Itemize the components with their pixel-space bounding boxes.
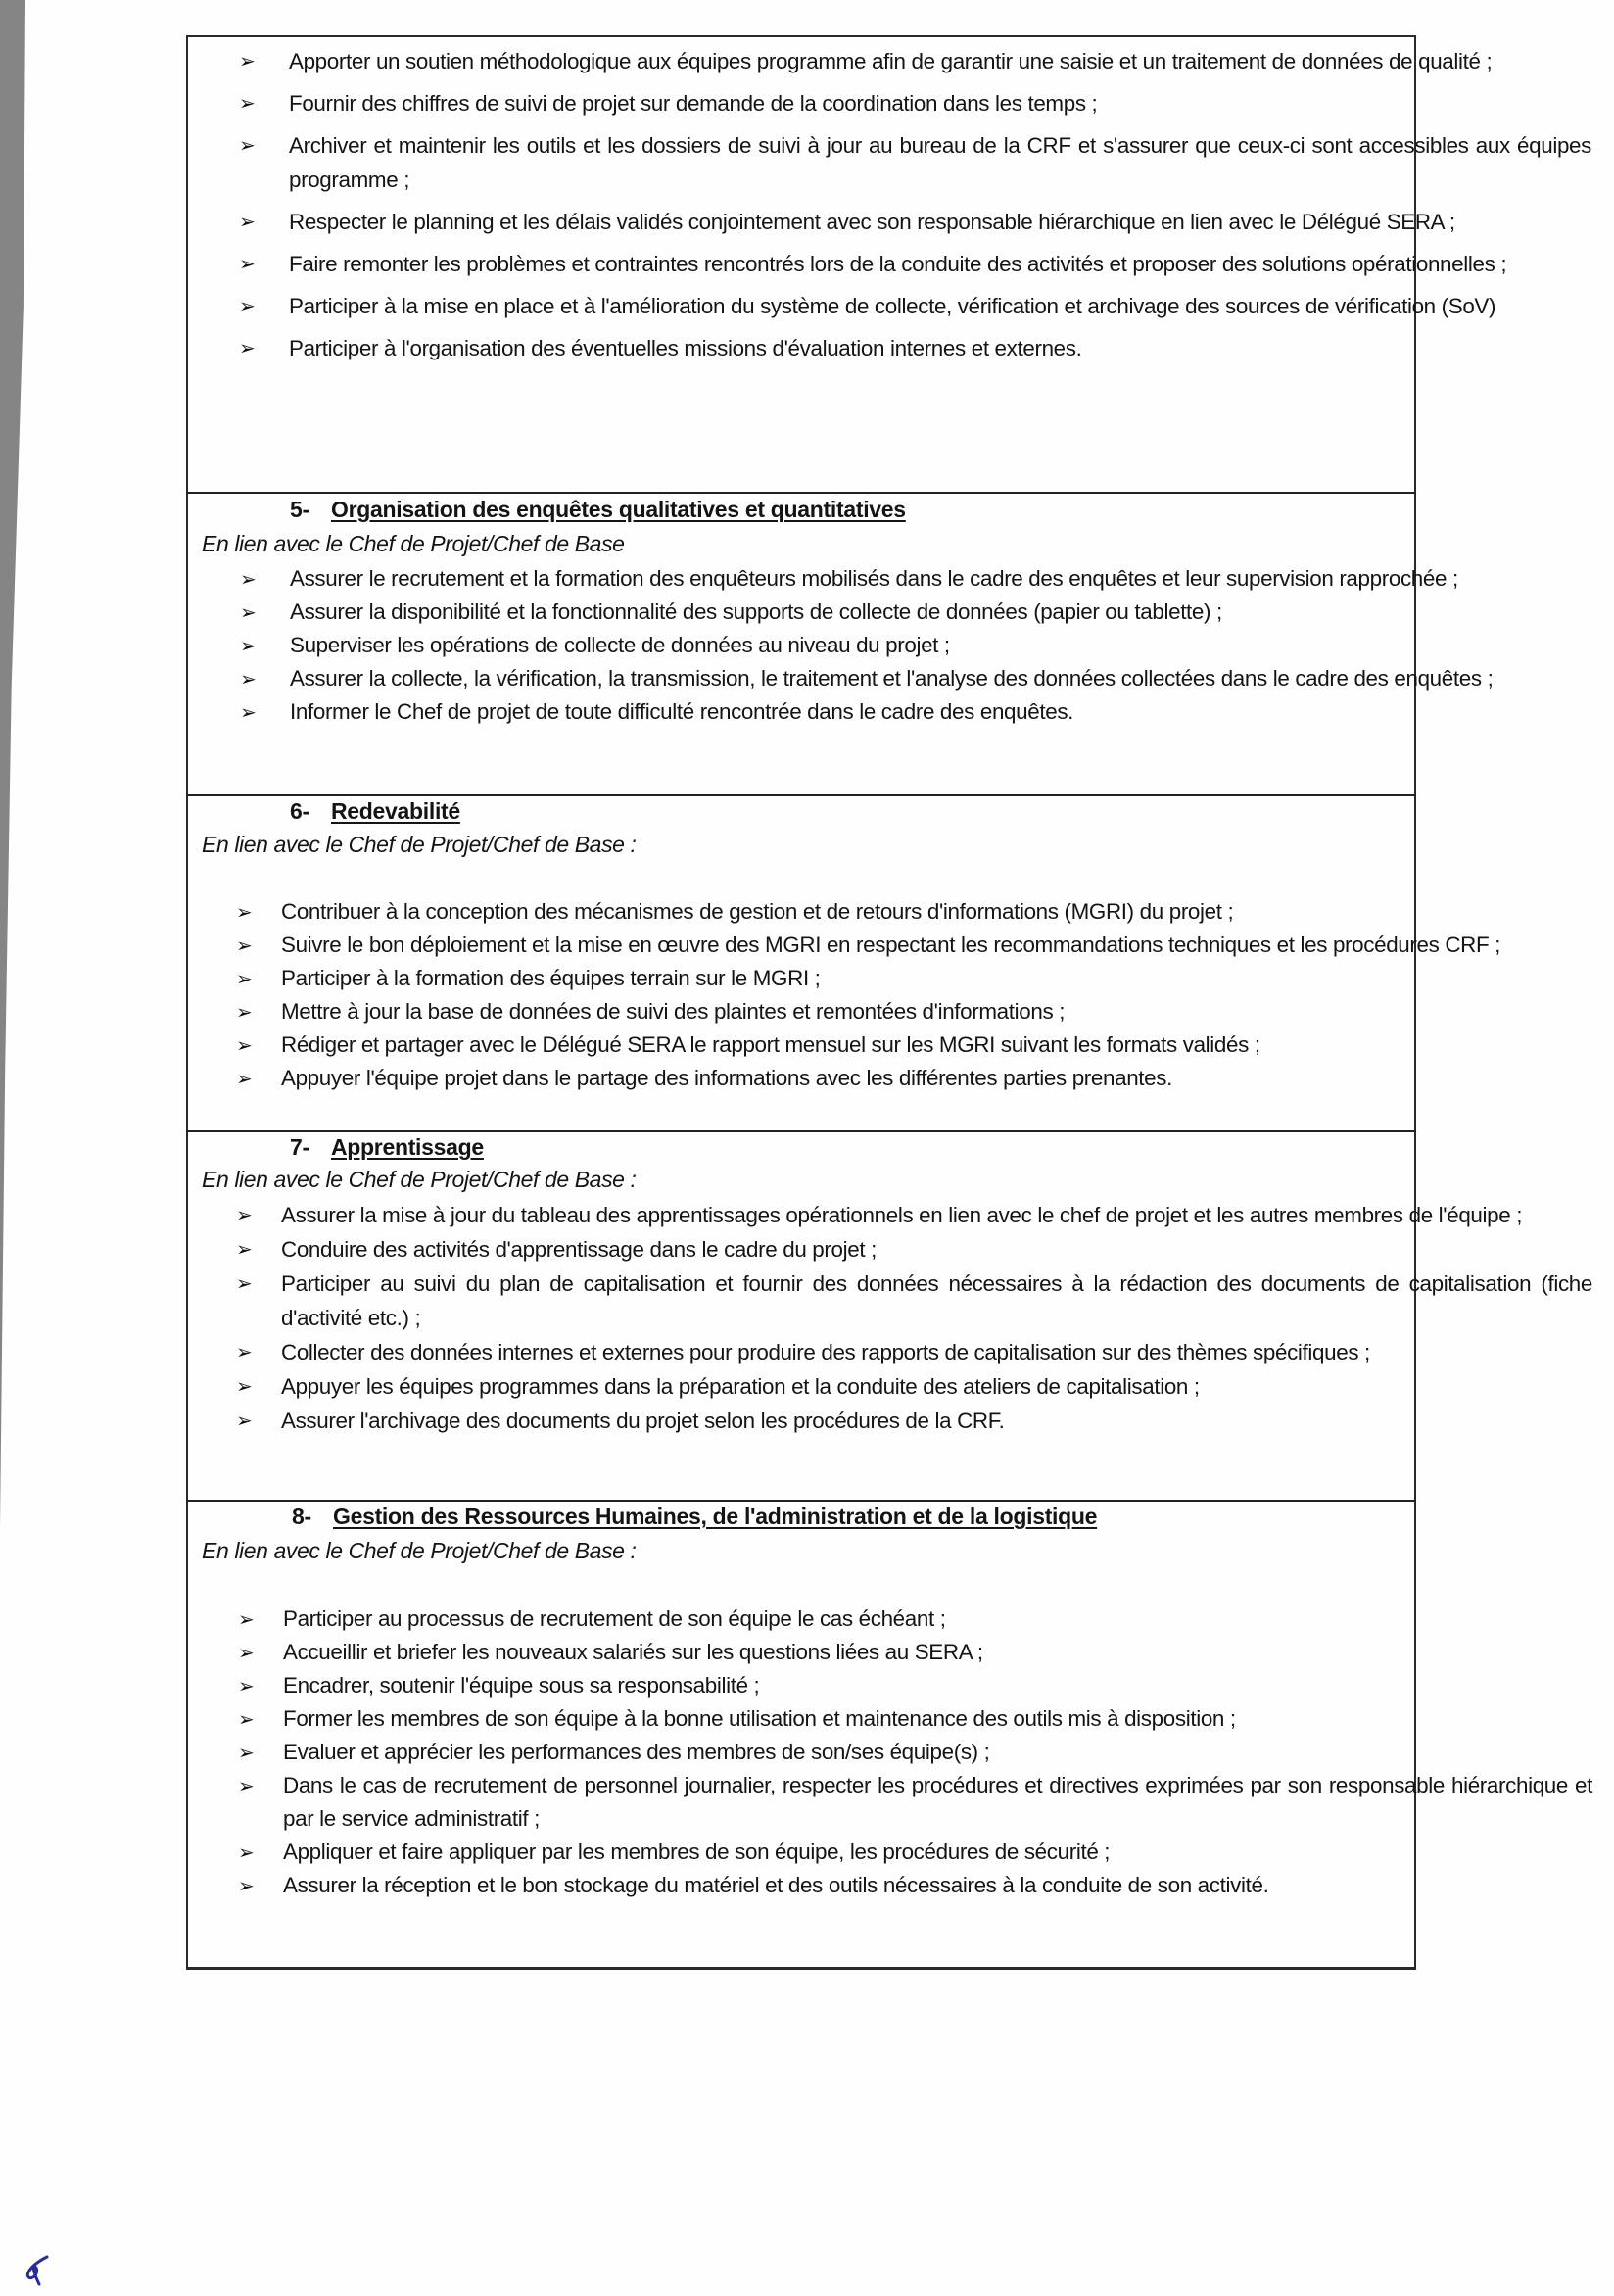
handwritten-initial-signature [18,2251,57,2290]
list-item [236,1232,1592,1267]
list-item-text: Conduire des activités d'apprentissage dans le cadre du projet ; [281,1237,877,1262]
list-item-text: Apporter un soutien méthodologique aux équipes programme afin de garantir une saisie et un traitement de données de qualité ; [289,49,1493,73]
section-7 [188,1131,1592,1500]
list-item-text: Faire remonter les problèmes et contraintes rencontrés lors de la conduite des activités et proposer des solutions opérationnelles ; [289,252,1507,276]
list-item [239,128,1591,197]
list-item [236,1404,1592,1438]
section-heading [290,497,906,523]
arrow-bullet-icon: ➢ [240,702,257,724]
list-item [236,1267,1592,1335]
list-item-text: Collecter des données internes et externes pour produire des rapports de capitalisation sur des thèmes spécifiques ; [281,1340,1370,1364]
list-item-text: Assurer la réception et le bon stockage du matériel et des outils nécessaires à la conduite de son activité. [283,1873,1269,1897]
section-number: 8- [292,1504,311,1529]
arrow-bullet-icon: ➢ [239,51,256,72]
list-item [236,929,1592,962]
bullet-list [238,1602,1592,1902]
arrow-bullet-icon: ➢ [238,1643,255,1664]
arrow-bullet-icon: ➢ [239,254,256,275]
list-item-text: Participer à l'organisation des éventuelles missions d'évaluation internes et externes. [289,336,1082,360]
section-heading [290,798,460,825]
list-item [238,1736,1592,1769]
list-item-text: Assurer la mise à jour du tableau des apprentissages opérationnels en lien avec le chef de projet et les autres membres de l'équipe ; [281,1203,1523,1227]
arrow-bullet-icon: ➢ [236,935,253,957]
arrow-bullet-icon: ➢ [236,902,253,924]
list-item [238,1602,1592,1636]
list-item-text: Participer à la formation des équipes terrain sur le MGRI ; [281,966,821,990]
list-item-text: Rédiger et partager avec le Délégué SERA le rapport mensuel sur les MGRI suivant les formats validés ; [281,1032,1260,1057]
section-8 [188,1501,1592,1969]
arrow-bullet-icon: ➢ [240,636,257,657]
arrow-bullet-icon: ➢ [236,1239,253,1261]
section-intro: En lien avec le Chef de Projet/Chef de Base : [202,832,637,857]
arrow-bullet-icon: ➢ [238,1876,255,1897]
list-item [240,562,1592,596]
list-item [238,1836,1592,1869]
bullet-list [239,44,1591,373]
section-6 [188,795,1501,1130]
list-item-text: Participer au processus de recrutement de son équipe le cas échéant ; [283,1606,946,1631]
list-item-text: Respecter le planning et les délais validés conjointement avec son responsable hiérarchique en lien avec le Délégué SERA ; [289,210,1455,234]
list-item [236,1198,1592,1232]
list-item-text: Appliquer et faire appliquer par les membres de son équipe, les procédures de sécurité ; [283,1840,1111,1864]
bullet-list [240,562,1592,729]
section-intro: En lien avec le Chef de Projet/Chef de Base : [202,1167,637,1192]
list-item [239,44,1591,78]
arrow-bullet-icon: ➢ [239,135,256,157]
list-item-text: Dans le cas de recrutement de personnel journalier, respecter les procédures et directives exprimées par son responsable hiérarchique et par le service administratif ; [283,1773,1592,1831]
list-item-text: Suivre le bon déploiement et la mise en œuvre des MGRI en respectant les recommandations techniques et les procédures CRF ; [281,933,1501,957]
section-title: Gestion des Ressources Humaines, de l'administration et de la logistique [333,1504,1098,1529]
section-title: Redevabilité [331,798,460,824]
list-item [240,596,1592,629]
arrow-bullet-icon: ➢ [239,212,256,233]
list-item-text: Encadrer, soutenir l'équipe sous sa responsabilité ; [283,1673,760,1698]
list-item-text: Fournir des chiffres de suivi de projet sur demande de la coordination dans les temps ; [289,91,1098,116]
arrow-bullet-icon: ➢ [236,1411,253,1432]
list-item-text: Assurer l'archivage des documents du projet selon les procédures de la CRF. [281,1409,1005,1433]
list-item [238,1636,1592,1669]
list-item-text: Participer au suivi du plan de capitalisation et fournir des données nécessaires à la rédaction des documents de capitalisation (fiche d'activité etc.) ; [281,1271,1592,1330]
section-number: 6- [290,798,309,824]
arrow-bullet-icon: ➢ [239,93,256,115]
section-continued [188,35,1591,492]
section-number: 7- [290,1134,309,1160]
list-item [240,695,1592,729]
section-title: Organisation des enquêtes qualitatives et quantitatives [331,497,906,522]
section-heading [292,1504,1097,1530]
list-item-text: Accueillir et briefer les nouveaux salariés sur les questions liées au SERA ; [283,1640,983,1664]
arrow-bullet-icon: ➢ [236,1035,253,1057]
list-item-text: Assurer la collecte, la vérification, la transmission, le traitement et l'analyse des données collectées dans le cadre des enquêtes ; [290,666,1494,691]
bullet-list [236,1198,1592,1438]
list-item-text: Mettre à jour la base de données de suivi des plaintes et remontées d'informations ; [281,999,1066,1024]
arrow-bullet-icon: ➢ [236,1376,253,1398]
section-5 [188,493,1494,794]
arrow-bullet-icon: ➢ [238,1842,255,1864]
list-item [236,995,1592,1028]
section-heading [290,1134,484,1161]
list-item-text: Participer à la mise en place et à l'amélioration du système de collecte, vérification et archivage des sources de vérification (SoV) [289,294,1496,318]
list-item-text: Contribuer à la conception des mécanismes de gestion et de retours d'informations (MGRI) du projet ; [281,899,1234,924]
arrow-bullet-icon: ➢ [236,1205,253,1226]
arrow-bullet-icon: ➢ [239,296,256,317]
list-item-text: Assurer la disponibilité et la fonctionnalité des supports de collecte de données (papier ou tablette) ; [290,599,1222,624]
list-item-text: Former les membres de son équipe à la bonne utilisation et maintenance des outils mis à disposition ; [283,1706,1236,1731]
arrow-bullet-icon: ➢ [236,1002,253,1024]
list-item [238,1869,1592,1902]
list-item-text: Informer le Chef de projet de toute difficulté rencontrée dans le cadre des enquêtes. [290,699,1074,724]
list-item-text: Evaluer et apprécier les performances des membres de son/ses équipe(s) ; [283,1740,990,1764]
list-item [236,1369,1592,1404]
section-title: Apprentissage [331,1134,484,1160]
section-intro: En lien avec le Chef de Projet/Chef de Base [202,531,625,556]
list-item-text: Archiver et maintenir les outils et les dossiers de suivi à jour au bureau de la CRF et s'assurer que ceux-ci sont accessibles aux équipes programme ; [289,133,1591,192]
bullet-list [236,895,1592,1095]
arrow-bullet-icon: ➢ [240,602,257,624]
list-item [239,247,1591,281]
list-item [236,895,1592,929]
list-item [239,86,1591,120]
arrow-bullet-icon: ➢ [236,1069,253,1090]
arrow-bullet-icon: ➢ [236,1273,253,1295]
arrow-bullet-icon: ➢ [238,1743,255,1764]
arrow-bullet-icon: ➢ [238,1676,255,1698]
arrow-bullet-icon: ➢ [240,669,257,691]
arrow-bullet-icon: ➢ [238,1776,255,1797]
arrow-bullet-icon: ➢ [238,1609,255,1631]
arrow-bullet-icon: ➢ [239,338,256,359]
list-item-text: Superviser les opérations de collecte de données au niveau du projet ; [290,633,950,657]
list-item-text: Appuyer les équipes programmes dans la préparation et la conduite des ateliers de capitalisation ; [281,1374,1200,1399]
list-item [236,1335,1592,1369]
scan-edge-shadow [0,0,25,1528]
arrow-bullet-icon: ➢ [240,569,257,591]
list-item [239,331,1591,365]
arrow-bullet-icon: ➢ [238,1709,255,1731]
list-item [236,1028,1592,1062]
list-item [240,662,1592,695]
section-number: 5- [290,497,309,522]
list-item [238,1702,1592,1736]
list-item [238,1669,1592,1702]
list-item [238,1769,1592,1836]
list-item [236,962,1592,995]
list-item [240,629,1592,662]
section-intro: En lien avec le Chef de Projet/Chef de Base : [202,1538,637,1563]
arrow-bullet-icon: ➢ [236,969,253,990]
list-item-text: Appuyer l'équipe projet dans le partage des informations avec les différentes parties prenantes. [281,1066,1172,1090]
list-item [239,205,1591,239]
list-item [239,289,1591,323]
list-item [236,1062,1592,1095]
list-item-text: Assurer le recrutement et la formation des enquêteurs mobilisés dans le cadre des enquêtes et leur supervision rapprochée ; [290,566,1458,591]
arrow-bullet-icon: ➢ [236,1342,253,1363]
